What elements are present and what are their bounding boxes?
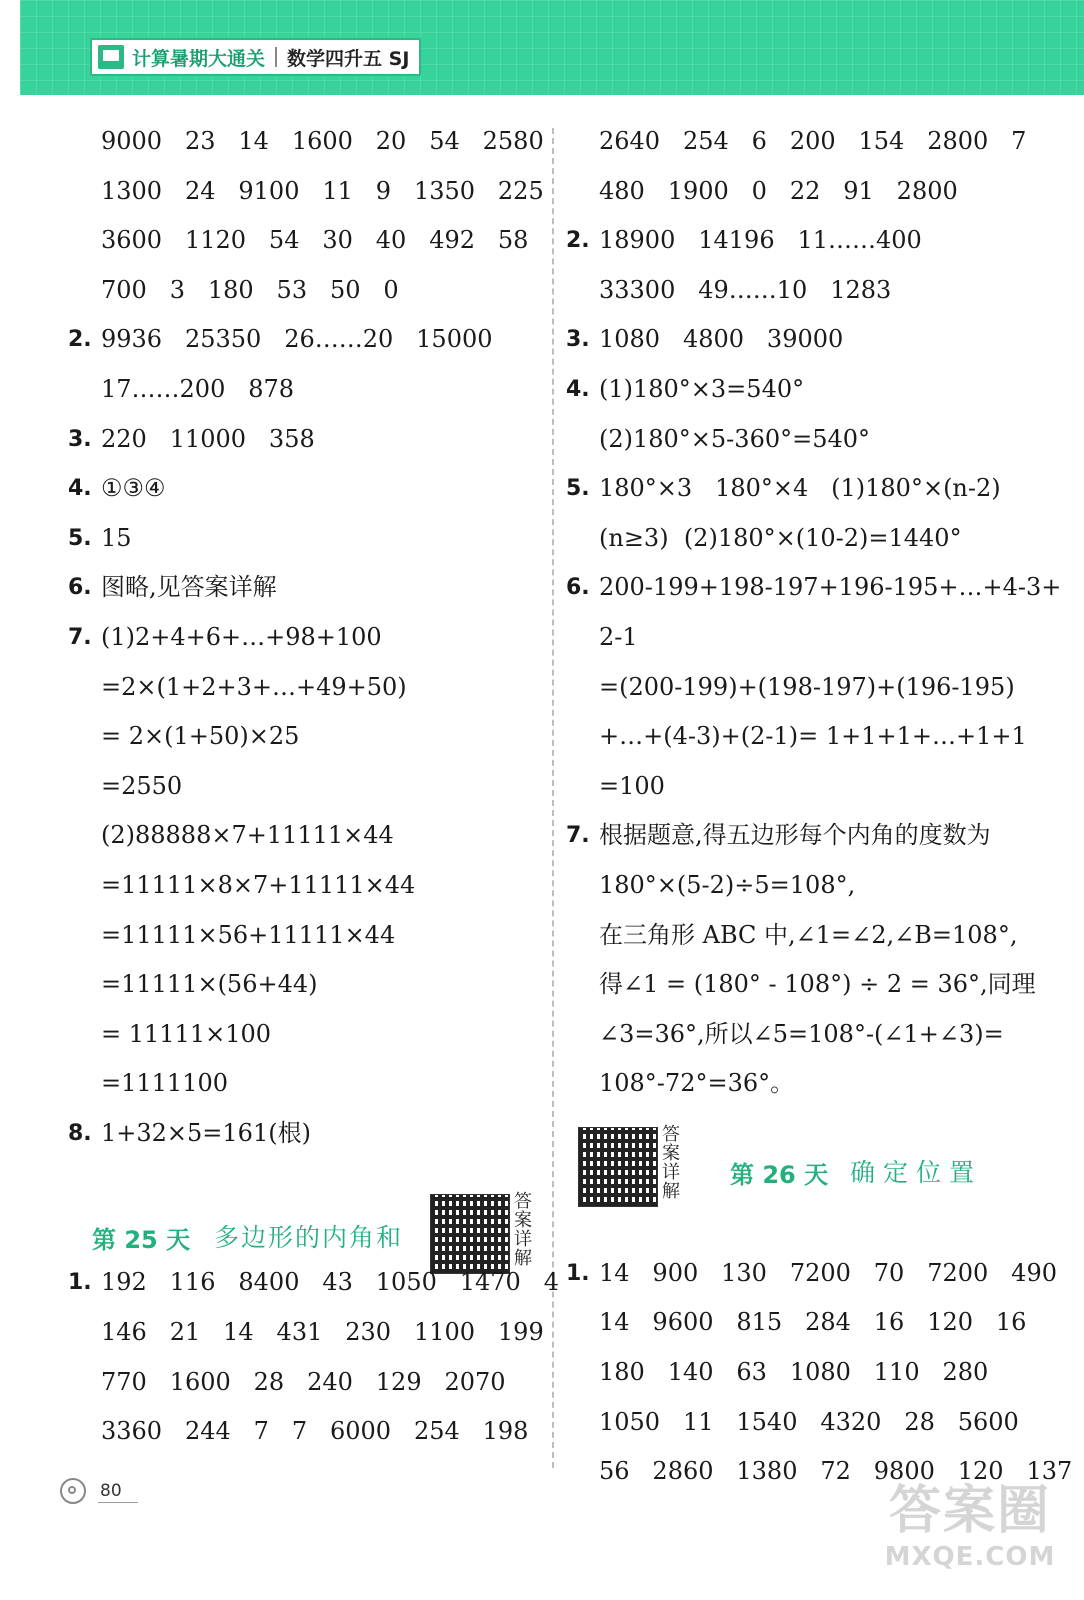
watermark <box>870 1480 1070 1590</box>
header-band <box>20 0 1084 95</box>
answer-text: ①③④ <box>101 474 166 503</box>
answer-text: =11111×56+11111×44 <box>101 920 396 949</box>
answer-text: 220 11000 358 <box>101 424 315 453</box>
answer-text: = 11111×100 <box>101 1019 272 1048</box>
answer-text: =11111×(56+44) <box>101 970 318 999</box>
answer-text: 33300 49……10 1283 <box>599 275 892 304</box>
answer-text: 在三角形 ABC 中,∠1=∠2,∠B=108°, <box>599 920 1018 949</box>
answer-line <box>566 712 1066 762</box>
answer-line <box>68 117 544 167</box>
footer-rule <box>98 1502 138 1503</box>
answer-text: =(200-199)+(198-197)+(196-195) <box>599 672 1015 701</box>
answer-line <box>566 464 1066 514</box>
left-answer-list <box>68 117 544 1158</box>
question-number: 3. <box>68 426 92 452</box>
answer-line <box>566 1010 1066 1060</box>
answer-line <box>68 514 538 564</box>
answer-text: 17……200 878 <box>101 374 295 403</box>
answer-line <box>68 960 538 1010</box>
answer-line <box>566 613 1066 663</box>
section-day-26 <box>566 1109 1066 1249</box>
answer-text: ∠3=36°,所以∠5=108°-(∠1+∠3)= <box>599 1019 1004 1048</box>
answer-line <box>566 911 1066 961</box>
answer-line <box>68 613 538 663</box>
answer-line <box>68 911 538 961</box>
answer-text: 108°-72°=36°。 <box>599 1069 795 1098</box>
question-number: 2. <box>68 327 92 353</box>
answer-text: 18900 14196 11……400 <box>599 226 922 255</box>
answer-line <box>566 1249 1066 1299</box>
answer-text: (2)88888×7+11111×44 <box>101 821 394 850</box>
series-title: 计算暑期大通关 <box>132 47 266 70</box>
answer-text: (2)180°×5-360°=540° <box>599 424 871 453</box>
day-title: 第 26 天 <box>730 1160 829 1189</box>
answer-text: 146 21 14 431 230 1100 199 <box>101 1318 544 1347</box>
question-number: 8. <box>68 1120 92 1146</box>
answer-text: 1050 11 1540 4320 28 5600 <box>599 1407 1019 1436</box>
question-number: 6. <box>68 575 92 601</box>
qr-code-label <box>660 1125 682 1201</box>
answer-line <box>566 365 1066 415</box>
answer-text: 2-1 <box>599 622 638 651</box>
left-bottom-answer-list <box>68 1258 559 1456</box>
right-bottom-answer-list <box>566 1249 1073 1497</box>
answer-line <box>566 415 1066 465</box>
day-topic: 确定位置 <box>850 1157 983 1187</box>
answer-text: 770 1600 28 240 129 2070 <box>101 1367 506 1396</box>
answer-line <box>68 1109 538 1159</box>
answer-text: =2×(1+2+3+…+49+50) <box>101 672 407 701</box>
answer-text: 9000 23 14 1600 20 54 2580 <box>101 127 544 155</box>
answer-line <box>68 811 538 861</box>
answer-line <box>68 266 538 316</box>
answer-text: (1)180°×3=540° <box>599 374 805 403</box>
answer-text: =100 <box>599 771 665 800</box>
question-number: 7. <box>68 624 92 650</box>
watermark-url: MXQE.COM <box>884 1542 1056 1572</box>
sun-icon <box>60 1478 86 1504</box>
answer-line <box>68 167 544 217</box>
answer-line <box>68 762 538 812</box>
answer-line <box>566 266 1066 316</box>
answer-line <box>566 960 1066 1010</box>
answer-line <box>566 167 1066 217</box>
answer-line <box>566 663 1066 713</box>
book-icon <box>98 45 124 69</box>
answer-text: 图略,见答案详解 <box>101 573 277 602</box>
subject-title: 数学四升五 SJ <box>287 47 410 70</box>
answer-text: +…+(4-3)+(2-1)= 1+1+1+…+1+1 <box>599 722 1027 751</box>
answer-line <box>68 1258 559 1308</box>
watermark-logo: 答案圈 <box>888 1481 1051 1541</box>
answer-text: 2640 254 6 200 154 2800 7 <box>599 127 1027 155</box>
answer-text: 200-199+198-197+196-195+…+4-3+ <box>599 573 1062 602</box>
qr-label-char: 详 <box>662 1161 680 1183</box>
question-number: 3. <box>566 327 590 353</box>
answer-line <box>68 315 538 365</box>
answer-text: (n≥3) (2)180°×(10-2)=1440° <box>599 523 962 552</box>
day-topic: 多边形的内角和 <box>214 1223 404 1253</box>
answer-text: 14 900 130 7200 70 7200 490 <box>599 1258 1057 1287</box>
qr-label-char: 答 <box>514 1191 532 1213</box>
answer-text: =1111100 <box>101 1069 228 1098</box>
day-title: 第 25 天 <box>92 1226 191 1255</box>
question-number: 4. <box>566 376 590 402</box>
qr-label-char: 解 <box>662 1180 680 1202</box>
answer-text: 3600 1120 54 30 40 492 58 <box>101 226 529 255</box>
answer-line <box>68 1407 538 1457</box>
answer-line <box>68 464 538 514</box>
answer-text: 1300 24 9100 11 9 1350 225 <box>101 176 544 205</box>
answer-line <box>68 365 538 415</box>
answer-text: 14 9600 815 284 16 120 16 <box>599 1308 1027 1337</box>
answer-line <box>68 1059 538 1109</box>
qr-code-icon[interactable] <box>578 1127 658 1207</box>
question-number: 5. <box>566 476 590 502</box>
qr-label-char: 案 <box>514 1210 532 1232</box>
answer-line <box>566 216 1066 266</box>
answer-line <box>566 861 1066 911</box>
question-number: 4. <box>68 476 92 502</box>
qr-label-char: 答 <box>662 1123 680 1145</box>
qr-label-char: 解 <box>514 1248 532 1270</box>
answer-text: =11111×8×7+11111×44 <box>101 870 416 899</box>
answer-text: 3360 244 7 7 6000 254 198 <box>101 1417 529 1446</box>
right-answer-list <box>566 117 1066 1109</box>
answer-line <box>68 1358 538 1408</box>
answer-line <box>566 315 1066 365</box>
answer-line <box>566 762 1066 812</box>
answer-text: 1+32×5=161(根) <box>101 1118 311 1147</box>
question-number: 1. <box>566 1260 590 1286</box>
answer-text: 根据题意,得五边形每个内角的度数为 <box>599 821 991 850</box>
question-number: 6. <box>566 575 590 601</box>
answer-text: 480 1900 0 22 91 2800 <box>599 176 958 205</box>
answer-text: 180°×3 180°×4 (1)180°×(n-2) <box>599 474 1001 503</box>
answer-text: 9936 25350 26……20 15000 <box>101 325 493 354</box>
answer-line <box>566 514 1066 564</box>
answer-line <box>566 1348 1066 1398</box>
answer-line <box>68 712 538 762</box>
answer-text: 1080 4800 39000 <box>599 325 844 354</box>
answer-line <box>68 1010 538 1060</box>
right-column <box>566 117 1073 1497</box>
answer-text: 180°×(5-2)÷5=108°, <box>599 870 856 899</box>
answer-line <box>68 216 538 266</box>
answer-line <box>566 1398 1066 1448</box>
question-number: 2. <box>566 228 590 254</box>
answer-line <box>68 563 538 613</box>
answer-text: 192 116 8400 43 1050 1470 4 <box>101 1268 559 1297</box>
answer-text: (1)2+4+6+…+98+100 <box>101 622 382 651</box>
section-day-25 <box>68 1158 538 1270</box>
answer-line <box>68 1308 544 1358</box>
answer-line <box>68 415 538 465</box>
page-number: 80 <box>100 1481 122 1501</box>
question-number: 1. <box>68 1270 92 1296</box>
page-footer <box>60 1478 122 1504</box>
answer-text: 得∠1 = (180° - 108°) ÷ 2 = 36°,同理 <box>599 970 1036 999</box>
answer-line <box>68 861 538 911</box>
answer-text: 180 140 63 1080 110 280 <box>599 1358 989 1387</box>
qr-label-char: 详 <box>514 1229 532 1251</box>
qr-code-label <box>512 1192 534 1268</box>
question-number: 5. <box>68 525 92 551</box>
answer-text: 56 2860 1380 72 9800 120 137 <box>599 1457 1073 1486</box>
answer-line <box>566 1059 1066 1109</box>
answer-line <box>566 811 1066 861</box>
answer-line <box>566 563 1066 613</box>
answer-text: 15 <box>101 523 132 552</box>
answer-line <box>68 663 538 713</box>
answer-line <box>566 1298 1066 1348</box>
answer-text: 700 3 180 53 50 0 <box>101 275 399 304</box>
header-title-box <box>90 38 421 76</box>
title-separator <box>275 47 277 67</box>
qr-label-char: 案 <box>662 1142 680 1164</box>
answer-text: =2550 <box>101 771 183 800</box>
left-column <box>68 117 559 1457</box>
question-number: 7. <box>566 823 590 849</box>
answer-line <box>566 117 1066 167</box>
answer-text: = 2×(1+50)×25 <box>101 722 300 751</box>
